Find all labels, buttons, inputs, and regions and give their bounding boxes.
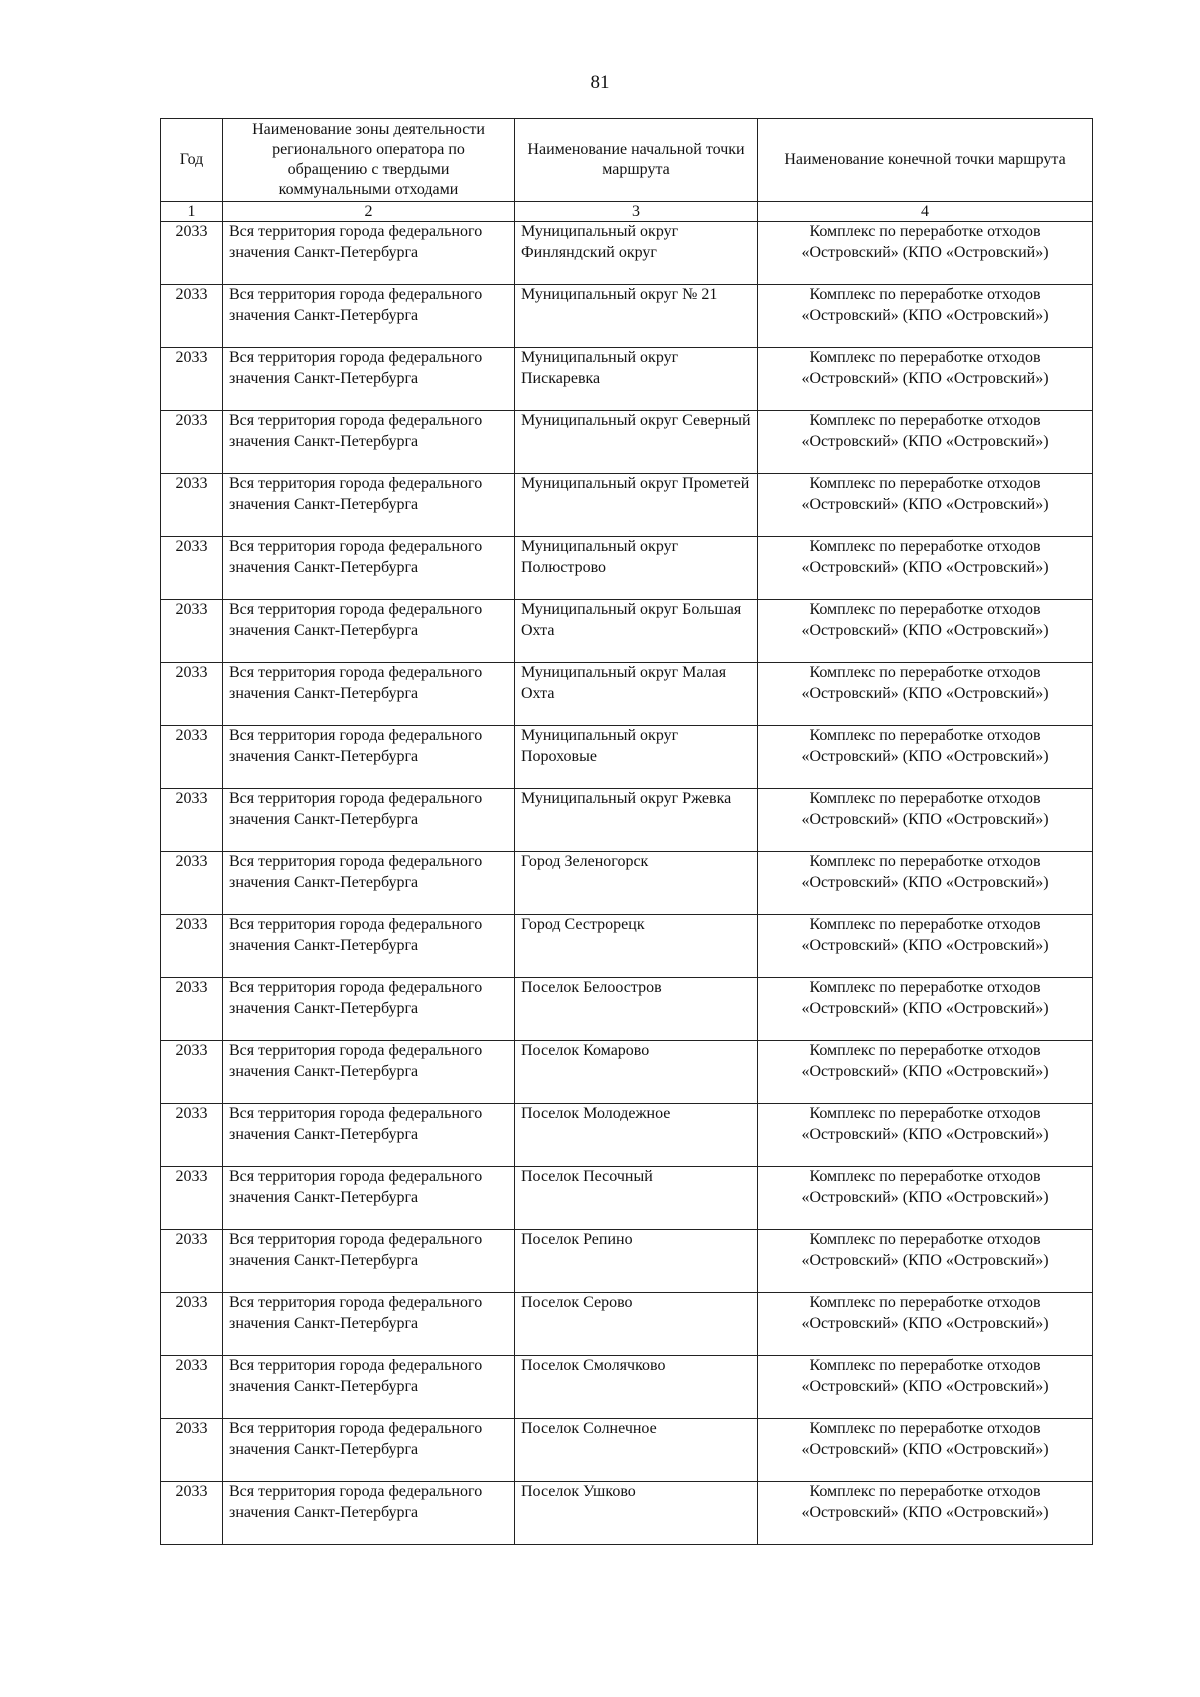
cell-start-point: Поселок Молодежное bbox=[515, 1104, 758, 1167]
cell-year: 2033 bbox=[161, 1482, 223, 1545]
cell-year: 2033 bbox=[161, 915, 223, 978]
cell-zone: Вся территория города федерального значения Санкт-Петербурга bbox=[223, 1482, 515, 1545]
header-start-point: Наименование начальной точки маршрута bbox=[515, 119, 758, 202]
cell-zone: Вся территория города федерального значения Санкт-Петербурга bbox=[223, 1230, 515, 1293]
header-row bbox=[161, 119, 1093, 202]
cell-end-point: Комплекс по переработке отходов «Островский» (КПО «Островский») bbox=[758, 789, 1093, 852]
cell-zone: Вся территория города федерального значения Санкт-Петербурга bbox=[223, 1293, 515, 1356]
table-row bbox=[161, 411, 1093, 474]
cell-zone: Вся территория города федерального значения Санкт-Петербурга bbox=[223, 1104, 515, 1167]
cell-start-point: Город Зеленогорск bbox=[515, 852, 758, 915]
header-end-point: Наименование конечной точки маршрута bbox=[758, 119, 1093, 202]
table-row bbox=[161, 600, 1093, 663]
cell-zone: Вся территория города федерального значения Санкт-Петербурга bbox=[223, 789, 515, 852]
cell-year: 2033 bbox=[161, 726, 223, 789]
table-row bbox=[161, 1419, 1093, 1482]
cell-zone: Вся территория города федерального значения Санкт-Петербурга bbox=[223, 600, 515, 663]
cell-zone: Вся территория города федерального значения Санкт-Петербурга bbox=[223, 978, 515, 1041]
column-number-row bbox=[161, 202, 1093, 222]
cell-start-point: Поселок Ушково bbox=[515, 1482, 758, 1545]
cell-zone: Вся территория города федерального значения Санкт-Петербурга bbox=[223, 726, 515, 789]
cell-year: 2033 bbox=[161, 1356, 223, 1419]
cell-year: 2033 bbox=[161, 411, 223, 474]
cell-end-point: Комплекс по переработке отходов «Островский» (КПО «Островский») bbox=[758, 1230, 1093, 1293]
cell-start-point: Муниципальный округ Пискаревка bbox=[515, 348, 758, 411]
cell-end-point: Комплекс по переработке отходов «Островский» (КПО «Островский») bbox=[758, 1293, 1093, 1356]
cell-start-point: Город Сестрорецк bbox=[515, 915, 758, 978]
table-row bbox=[161, 978, 1093, 1041]
cell-year: 2033 bbox=[161, 1293, 223, 1356]
cell-zone: Вся территория города федерального значения Санкт-Петербурга bbox=[223, 1356, 515, 1419]
cell-start-point: Поселок Смолячково bbox=[515, 1356, 758, 1419]
cell-end-point: Комплекс по переработке отходов «Островский» (КПО «Островский») bbox=[758, 852, 1093, 915]
cell-end-point: Комплекс по переработке отходов «Островский» (КПО «Островский») bbox=[758, 411, 1093, 474]
cell-zone: Вся территория города федерального значения Санкт-Петербурга bbox=[223, 537, 515, 600]
cell-start-point: Поселок Комарово bbox=[515, 1041, 758, 1104]
cell-year: 2033 bbox=[161, 537, 223, 600]
cell-year: 2033 bbox=[161, 789, 223, 852]
cell-zone: Вся территория города федерального значения Санкт-Петербурга bbox=[223, 1419, 515, 1482]
cell-year: 2033 bbox=[161, 663, 223, 726]
table-row bbox=[161, 1041, 1093, 1104]
table-body bbox=[161, 222, 1093, 1545]
cell-start-point: Муниципальный округ Северный bbox=[515, 411, 758, 474]
column-number: 1 bbox=[161, 202, 223, 222]
cell-start-point: Муниципальный округ Ржевка bbox=[515, 789, 758, 852]
cell-end-point: Комплекс по переработке отходов «Островский» (КПО «Островский») bbox=[758, 222, 1093, 285]
cell-zone: Вся территория города федерального значения Санкт-Петербурга bbox=[223, 348, 515, 411]
column-number: 4 bbox=[758, 202, 1093, 222]
cell-zone: Вся территория города федерального значения Санкт-Петербурга bbox=[223, 1167, 515, 1230]
cell-end-point: Комплекс по переработке отходов «Островский» (КПО «Островский») bbox=[758, 600, 1093, 663]
cell-year: 2033 bbox=[161, 474, 223, 537]
header-zone: Наименование зоны деятельности регионального оператора по обращению с твердыми коммунальными отходами bbox=[223, 119, 515, 202]
cell-start-point: Муниципальный округ Финляндский округ bbox=[515, 222, 758, 285]
cell-year: 2033 bbox=[161, 1230, 223, 1293]
cell-start-point: Муниципальный округ Пороховые bbox=[515, 726, 758, 789]
cell-year: 2033 bbox=[161, 1041, 223, 1104]
table-row bbox=[161, 726, 1093, 789]
cell-year: 2033 bbox=[161, 285, 223, 348]
cell-zone: Вся территория города федерального значения Санкт-Петербурга bbox=[223, 222, 515, 285]
cell-end-point: Комплекс по переработке отходов «Островский» (КПО «Островский») bbox=[758, 915, 1093, 978]
column-number: 3 bbox=[515, 202, 758, 222]
cell-end-point: Комплекс по переработке отходов «Островский» (КПО «Островский») bbox=[758, 348, 1093, 411]
cell-end-point: Комплекс по переработке отходов «Островский» (КПО «Островский») bbox=[758, 1041, 1093, 1104]
cell-year: 2033 bbox=[161, 348, 223, 411]
table-row bbox=[161, 663, 1093, 726]
cell-end-point: Комплекс по переработке отходов «Островский» (КПО «Островский») bbox=[758, 726, 1093, 789]
cell-year: 2033 bbox=[161, 1419, 223, 1482]
routes-table bbox=[160, 118, 1093, 1545]
page-number: 81 bbox=[590, 72, 610, 93]
cell-zone: Вся территория города федерального значения Санкт-Петербурга bbox=[223, 411, 515, 474]
cell-end-point: Комплекс по переработке отходов «Островский» (КПО «Островский») bbox=[758, 285, 1093, 348]
header-year: Год bbox=[161, 119, 223, 202]
cell-zone: Вся территория города федерального значения Санкт-Петербурга bbox=[223, 852, 515, 915]
cell-end-point: Комплекс по переработке отходов «Островский» (КПО «Островский») bbox=[758, 1356, 1093, 1419]
cell-zone: Вся территория города федерального значения Санкт-Петербурга bbox=[223, 915, 515, 978]
table-row bbox=[161, 348, 1093, 411]
cell-end-point: Комплекс по переработке отходов «Островский» (КПО «Островский») bbox=[758, 978, 1093, 1041]
cell-year: 2033 bbox=[161, 1104, 223, 1167]
table-row bbox=[161, 1482, 1093, 1545]
table-row bbox=[161, 915, 1093, 978]
cell-zone: Вся территория города федерального значения Санкт-Петербурга bbox=[223, 285, 515, 348]
cell-start-point: Поселок Солнечное bbox=[515, 1419, 758, 1482]
table-row bbox=[161, 1293, 1093, 1356]
cell-end-point: Комплекс по переработке отходов «Островский» (КПО «Островский») bbox=[758, 1419, 1093, 1482]
cell-year: 2033 bbox=[161, 978, 223, 1041]
cell-end-point: Комплекс по переработке отходов «Островский» (КПО «Островский») bbox=[758, 1167, 1093, 1230]
cell-zone: Вся территория города федерального значения Санкт-Петербурга bbox=[223, 663, 515, 726]
table-row bbox=[161, 1356, 1093, 1419]
table-row bbox=[161, 1230, 1093, 1293]
cell-zone: Вся территория города федерального значения Санкт-Петербурга bbox=[223, 474, 515, 537]
cell-start-point: Поселок Белоостров bbox=[515, 978, 758, 1041]
cell-start-point: Поселок Репино bbox=[515, 1230, 758, 1293]
cell-end-point: Комплекс по переработке отходов «Островский» (КПО «Островский») bbox=[758, 1482, 1093, 1545]
cell-year: 2033 bbox=[161, 1167, 223, 1230]
cell-start-point: Муниципальный округ Прометей bbox=[515, 474, 758, 537]
cell-zone: Вся территория города федерального значения Санкт-Петербурга bbox=[223, 1041, 515, 1104]
table-row bbox=[161, 852, 1093, 915]
table-row bbox=[161, 474, 1093, 537]
cell-year: 2033 bbox=[161, 852, 223, 915]
cell-start-point: Муниципальный округ Малая Охта bbox=[515, 663, 758, 726]
cell-end-point: Комплекс по переработке отходов «Островский» (КПО «Островский») bbox=[758, 1104, 1093, 1167]
cell-start-point: Поселок Песочный bbox=[515, 1167, 758, 1230]
cell-start-point: Муниципальный округ Большая Охта bbox=[515, 600, 758, 663]
column-number: 2 bbox=[223, 202, 515, 222]
table-row bbox=[161, 285, 1093, 348]
cell-start-point: Муниципальный округ Полюстрово bbox=[515, 537, 758, 600]
table-row bbox=[161, 537, 1093, 600]
cell-start-point: Поселок Серово bbox=[515, 1293, 758, 1356]
table-row bbox=[161, 1167, 1093, 1230]
table-row bbox=[161, 1104, 1093, 1167]
cell-year: 2033 bbox=[161, 222, 223, 285]
cell-start-point: Муниципальный округ № 21 bbox=[515, 285, 758, 348]
cell-end-point: Комплекс по переработке отходов «Островский» (КПО «Островский») bbox=[758, 474, 1093, 537]
table-row bbox=[161, 222, 1093, 285]
table-row bbox=[161, 789, 1093, 852]
cell-end-point: Комплекс по переработке отходов «Островский» (КПО «Островский») bbox=[758, 537, 1093, 600]
cell-year: 2033 bbox=[161, 600, 223, 663]
cell-end-point: Комплекс по переработке отходов «Островский» (КПО «Островский») bbox=[758, 663, 1093, 726]
